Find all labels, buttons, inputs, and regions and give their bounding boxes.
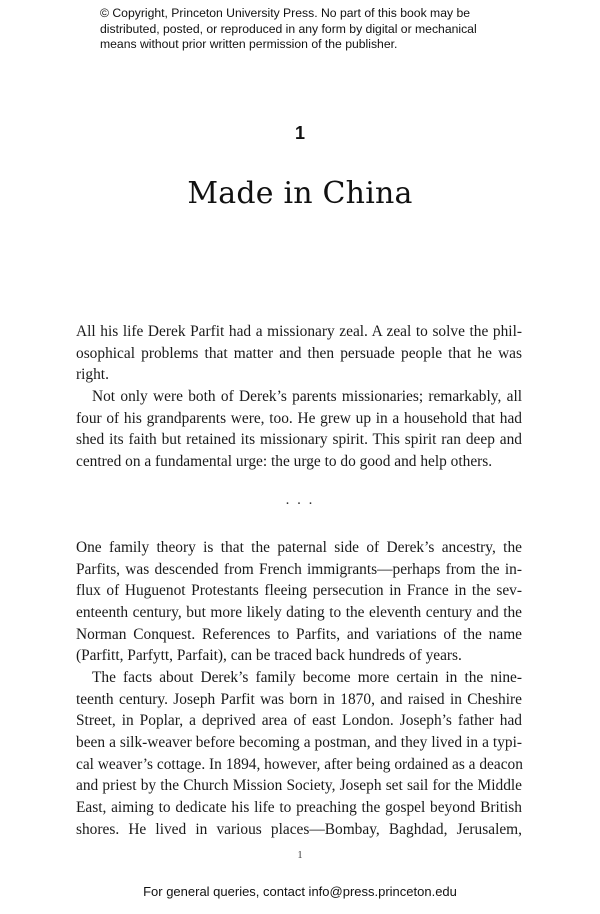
text-line: East, aiming to dedicate his life to preaching the gospel beyond British: [76, 799, 522, 817]
text-line: centred on a fundamental urge: the urge to do good and help others.: [76, 453, 493, 471]
text-line: All his life Derek Parfit had a missionary zeal. A zeal to solve the phil-: [76, 323, 522, 340]
body-paragraph: [76, 667, 522, 841]
text-line: (Parfitt, Parfytt, Parfait), can be traced back hundreds of years.: [76, 647, 462, 665]
body-paragraph: [76, 537, 522, 667]
text-line: right.: [76, 366, 109, 384]
text-line: Not only were both of Derek’s parents missionaries; remarkably, all: [92, 388, 522, 405]
text-line: flux of Huguenot Protestants fleeing persecution in France in the sev-: [76, 582, 522, 600]
body-paragraph: [76, 386, 522, 473]
text-line: One family theory is that the paternal side of Derek’s ancestry, the: [76, 539, 522, 556]
text-line: osophical problems that matter and then persuade people that he was: [76, 344, 522, 362]
text-line: The facts about Derek’s family become more certain in the nine-: [92, 669, 522, 686]
text-line: and priest by the Church Mission Society, Joseph set sail for the Middle: [76, 777, 522, 795]
text-line: Parfits, was descended from French immigrants—perhaps from the in-: [76, 560, 522, 578]
chapter-number: 1: [294, 123, 305, 143]
text-line: enteenth century, but more likely dating to the eleventh century and the: [76, 604, 522, 622]
page-number: 1: [297, 850, 303, 861]
text-line: shores. He lived in various places—Bombay, Baghdad, Jerusalem,: [76, 820, 522, 838]
text-line: shed its faith but retained its missionary spirit. This spirit ran deep and: [76, 431, 522, 449]
copyright-line: distributed, posted, or reproduced in any form by digital or mechanical: [100, 21, 477, 36]
section-separator: . . .: [285, 492, 315, 508]
text-line: Norman Conquest. References to Parfits, and variations of the name: [76, 625, 522, 643]
body-paragraph: [76, 321, 522, 386]
text-line: cal weaver’s cottage. In 1894, however, after being ordained as a deacon: [76, 755, 523, 773]
copyright-notice: [100, 6, 520, 53]
copyright-line: © Copyright, Princeton University Press. No part of this book may be: [100, 6, 471, 20]
copyright-line: means without prior written permission of the publisher.: [100, 37, 398, 51]
text-line: been a silk-weaver before becoming a postman, and they lived in a typi-: [76, 734, 522, 752]
footer-contact: For general queries, contact info@press.princeton.edu: [143, 884, 457, 899]
text-line: teenth century. Joseph Parfit was born in 1870, and raised in Cheshire: [76, 690, 522, 708]
text-line: four of his grandparents were, too. He grew up in a household that had: [76, 409, 522, 427]
text-line: Street, in Poplar, a deprived area of east London. Joseph’s father had: [76, 712, 522, 730]
chapter-title: Made in China: [187, 176, 413, 211]
